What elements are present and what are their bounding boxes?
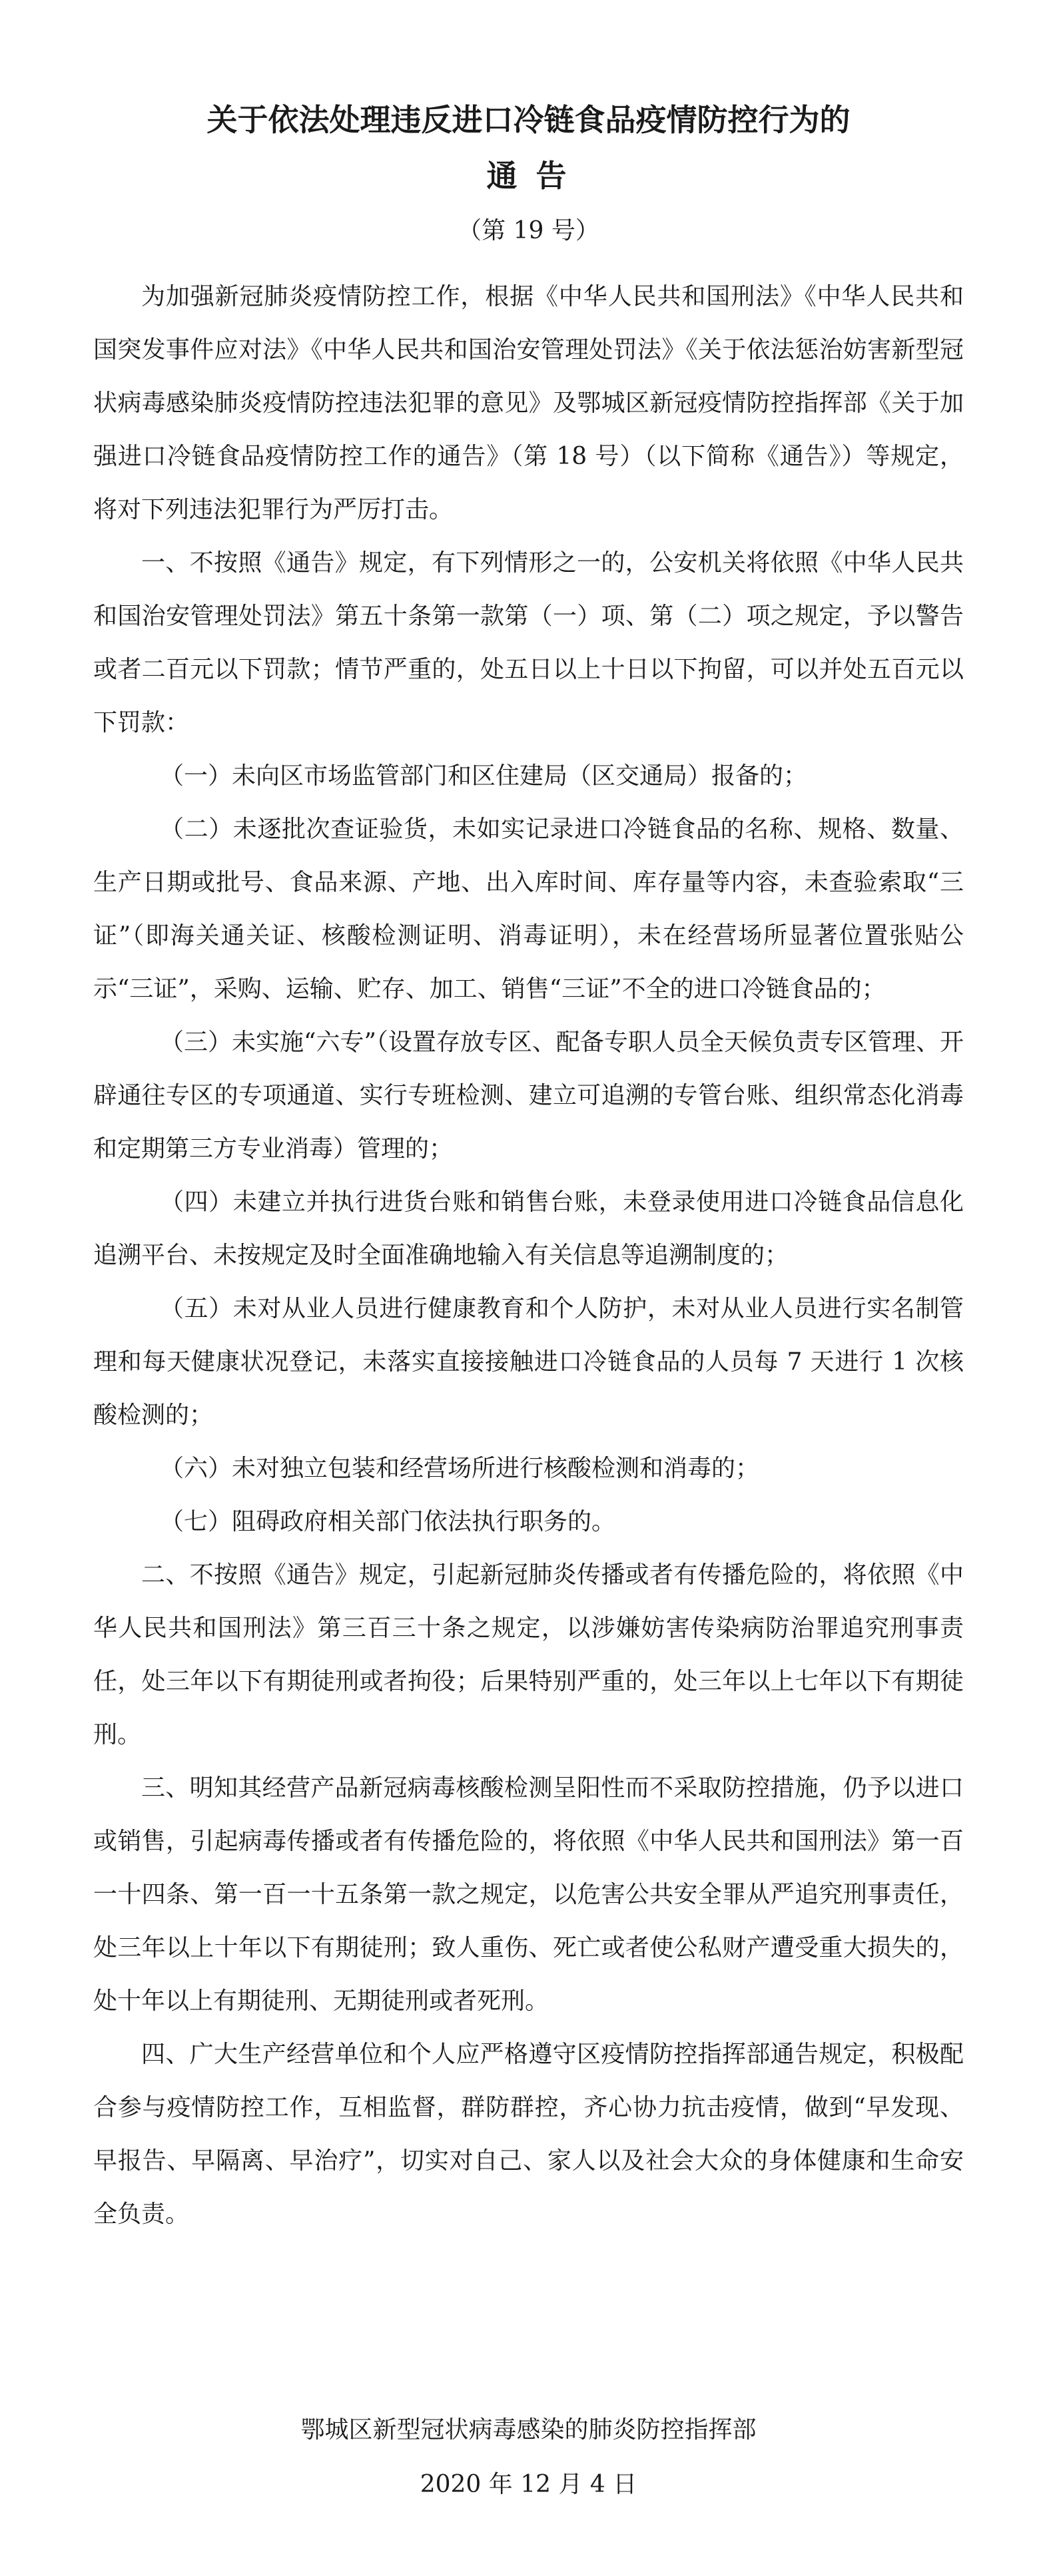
notice-body xyxy=(93,270,964,2241)
sub-clause-2: （二）未逐批次查证验货，未如实记录进口冷链食品的名称、规格、数量、生产日期或批号、食品来源、产地、出入库时间、库存量等内容，未查验索取“三证”（即海关通关证、核酸检测证明、消毒证明），未在经营场所显著位置张贴公示“三证”，采购、运输、贮存、加工、销售“三证”不全的进口冷链食品的； xyxy=(93,816,964,1003)
notice-title-line2: 通 告 xyxy=(486,158,571,194)
notice-title: 关于依法处理违反进口冷链食品疫情防控行为的 xyxy=(206,102,851,138)
sub-clause-4: （四）未建立并执行进货台账和销售台账，未登录使用进口冷链食品信息化追溯平台、未按规定及时全面准确地输入有关信息等追溯制度的； xyxy=(93,1188,964,1269)
issue-date: 2020 年 12 月 4 日 xyxy=(420,2471,637,2498)
notice-number: （第 19 号） xyxy=(458,217,599,244)
sub-clause-7: （七）阻碍政府相关部门依法执行职务的。 xyxy=(160,1508,616,1535)
issuer: 鄂城区新型冠状病毒感染的肺炎防控指挥部 xyxy=(300,2416,757,2444)
clause-4: 四、广大生产经营单位和个人应严格遵守区疫情防控指挥部通告规定，积极配合参与疫情防控工作，互相监督，群防群控，齐心协力抗击疫情，做到“早发现、早报告、早隔离、早治疗”，切实对自己、家人以及社会大众的身体健康和生命安全负责。 xyxy=(93,2041,964,2228)
clause-1: 一、不按照《通告》规定，有下列情形之一的，公安机关将依照《中华人民共和国治安管理处罚法》第五十条第一款第（一）项、第（二）项之规定，予以警告或者二百元以下罚款；情节严重的，处五日以上十日以下拘留，可以并处五百元以下罚款： xyxy=(93,549,964,736)
sub-clause-6: （六）未对独立包装和经营场所进行核酸检测和消毒的； xyxy=(160,1455,760,1482)
clause-2: 二、不按照《通告》规定，引起新冠肺炎传播或者有传播危险的，将依照《中华人民共和国刑法》第三百三十条之规定，以涉嫌妨害传染病防治罪追究刑事责任，处三年以下有期徒刑或者拘役；后果特别严重的，处三年以上七年以下有期徒刑。 xyxy=(93,1561,964,1748)
sub-clause-3: （三）未实施“六专”（设置存放专区、配备专职人员全天候负责专区管理、开辟通往专区的专项通道、实行专班检测、建立可追溯的专管台账、组织常态化消毒和定期第三方专业消毒）管理的； xyxy=(93,1029,964,1162)
clause-3: 三、明知其经营产品新冠病毒核酸检测呈阳性而不采取防控措施，仍予以进口或销售，引起病毒传播或者有传播危险的，将依照《中华人民共和国刑法》第一百一十四条、第一百一十五条第一款之规定，以危害公共安全罪从严追究刑事责任，处三年以上十年以下有期徒刑；致人重伤、死亡或者使公私财产遭受重大损失的，处十年以上有期徒刑、无期徒刑或者死刑。 xyxy=(93,1774,964,2015)
sub-clause-1: （一）未向区市场监管部门和区住建局（区交通局）报备的； xyxy=(160,762,808,790)
intro-paragraph: 为加强新冠肺炎疫情防控工作，根据《中华人民共和国刑法》《中华人民共和国突发事件应对法》《中华人民共和国治安管理处罚法》《关于依法惩治妨害新型冠状病毒感染肺炎疫情防控违法犯罪的意见》及鄂城区新冠疫情防控指挥部《关于加强进口冷链食品疫情防控工作的通告》（第 18 号）（以下简称《通告》）等规定，将对下列违法犯罪行为严厉打击。 xyxy=(93,283,964,523)
sub-clause-5: （五）未对从业人员进行健康教育和个人防护，未对从业人员进行实名制管理和每天健康状况登记，未落实直接接触进口冷链食品的人员每 7 天进行 1 次核酸检测的； xyxy=(93,1295,964,1429)
